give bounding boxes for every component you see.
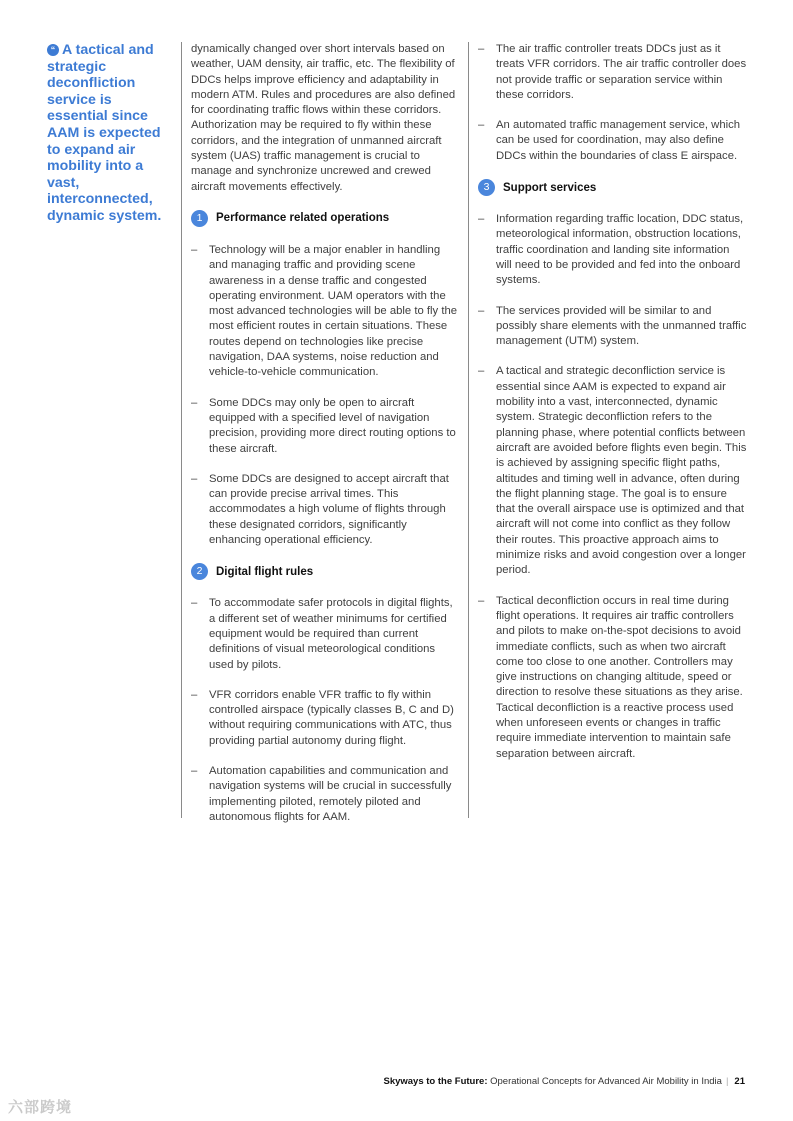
section-title: Performance related operations bbox=[216, 212, 390, 225]
list-item: – Information regarding traffic location, DDC status, meteorological information, obstruction locations, traffic coordination and landing site information will need to be provided and fed into the onboard systems. bbox=[478, 213, 744, 287]
intro-paragraph: dynamically changed over short intervals based on weather, UAM density, air traffic, etc. The flexibility of DDCs helps improve efficiency and adaptability in modern ATM. Rules and procedures are also defined for coordinating traffic flows within these corridors. Authorization may be required to fly within these corridors, and the integration of unmanned aircraft system (UAS) traffic management is crucial to manage and synchronize uncrewed and crewed aircraft movements effectively. bbox=[191, 43, 456, 193]
list-item: – An automated traffic management service, which can be used for coordination, may also define DDCs within the boundaries of class E airspace. bbox=[478, 119, 741, 162]
section-title: Support services bbox=[503, 181, 597, 194]
section-heading-performance bbox=[191, 210, 461, 227]
list-item: – Automation capabilities and communication and navigation systems will be crucial in successfully implementing piloted, remotely piloted and autonomous flights for AAM. bbox=[191, 764, 452, 823]
section-heading-digital-flight-rules bbox=[191, 563, 461, 580]
list-item: – Tactical deconfliction occurs in real time during flight operations. It requires air traffic controllers and pilots to make on-the-spot decisions to avoid immediate conflicts, such as when two aircraft come too close to one another. Controllers may give instructions on changing altitude, speed or direction to resolve these situations as they arise. Tactical deconfliction is a reactive process used when unforeseen events or changes in traffic require immediate intervention to maintain safe separation between aircraft. bbox=[478, 594, 743, 760]
list-item: – A tactical and strategic deconfliction service is essential since AAM is expected to expand air mobility into a vast, interconnected, dynamic system. Strategic deconfliction refers to the planning phase, where potential conflicts between aircraft are avoided before flights even begin. This is achieved by assigning specific flight paths, altitudes and timing well in advance, often during the flight planning stage. The goal is to ensure that the overall airspace use is optimized and that aircraft will not come into conflict as they follow their routes. This proactive approach aims to minimize risks and avoid congestion over a longer period. bbox=[478, 365, 747, 577]
page-footer: Skyways to the Future: Operational Concepts for Advanced Air Mobility in India | 21 bbox=[383, 1076, 745, 1087]
footer-title-bold: Skyways to the Future: bbox=[383, 1076, 488, 1087]
column-divider-left bbox=[181, 42, 182, 818]
list-item: – Technology will be a major enabler in handling and managing traffic and providing scene awareness in a dense traffic and congested operating environment. UAM operators with the most advanced technologies will be able to fly the most efficient routes in certain situations. These routes depend on technologies like precise navigation, DAA systems, noise reduction and vehicle-to-vehicle communication. bbox=[191, 243, 458, 379]
section-title: Digital flight rules bbox=[216, 565, 314, 578]
right-column bbox=[478, 42, 748, 777]
list-item: – Some DDCs may only be open to aircraft equipped with a specified level of navigation precision, providing more direct routing options to these aircraft. bbox=[191, 396, 456, 455]
section-number-badge: 3 bbox=[478, 179, 495, 196]
column-divider-right bbox=[468, 42, 469, 818]
section-number-badge: 1 bbox=[191, 210, 208, 227]
middle-column bbox=[191, 42, 461, 840]
list-item: – VFR corridors enable VFR traffic to fly within controlled airspace (typically classes B, C and D) without requiring communications with ATC, thus providing partial autonomy during flight. bbox=[191, 688, 454, 747]
watermark-logo: 六部跨境 bbox=[8, 1099, 73, 1116]
quote-icon: “ bbox=[47, 44, 59, 56]
section-number-badge: 2 bbox=[191, 563, 208, 580]
list-item: – To accommodate safer protocols in digital flights, a different set of weather minimums for certified equipment would be required than current definitions of visual meteorological conditions used by pilots. bbox=[191, 597, 453, 671]
list-item: – Some DDCs are designed to accept aircraft that can provide precise arrival times. This accommodates a high volume of flights through these designated corridors, significantly enhancing operational efficiency. bbox=[191, 472, 449, 547]
footer-title: Operational Concepts for Advanced Air Mobility in India bbox=[487, 1076, 722, 1087]
page-number: 21 bbox=[734, 1076, 745, 1087]
section-heading-support-services bbox=[478, 179, 748, 196]
pull-quote bbox=[47, 42, 175, 225]
pull-quote-text: A tactical and strategic deconfliction service is essential since AAM is expected to expand air mobility into a vast, interconnected, dynamic system. bbox=[47, 42, 162, 224]
list-item: – The services provided will be similar to and possibly share elements with the unmanned traffic management (UTM) system. bbox=[478, 304, 747, 348]
list-item: – The air traffic controller treats DDCs just as it treats VFR corridors. The air traffic controller does not provide traffic or separation service within these corridors. bbox=[478, 43, 747, 101]
